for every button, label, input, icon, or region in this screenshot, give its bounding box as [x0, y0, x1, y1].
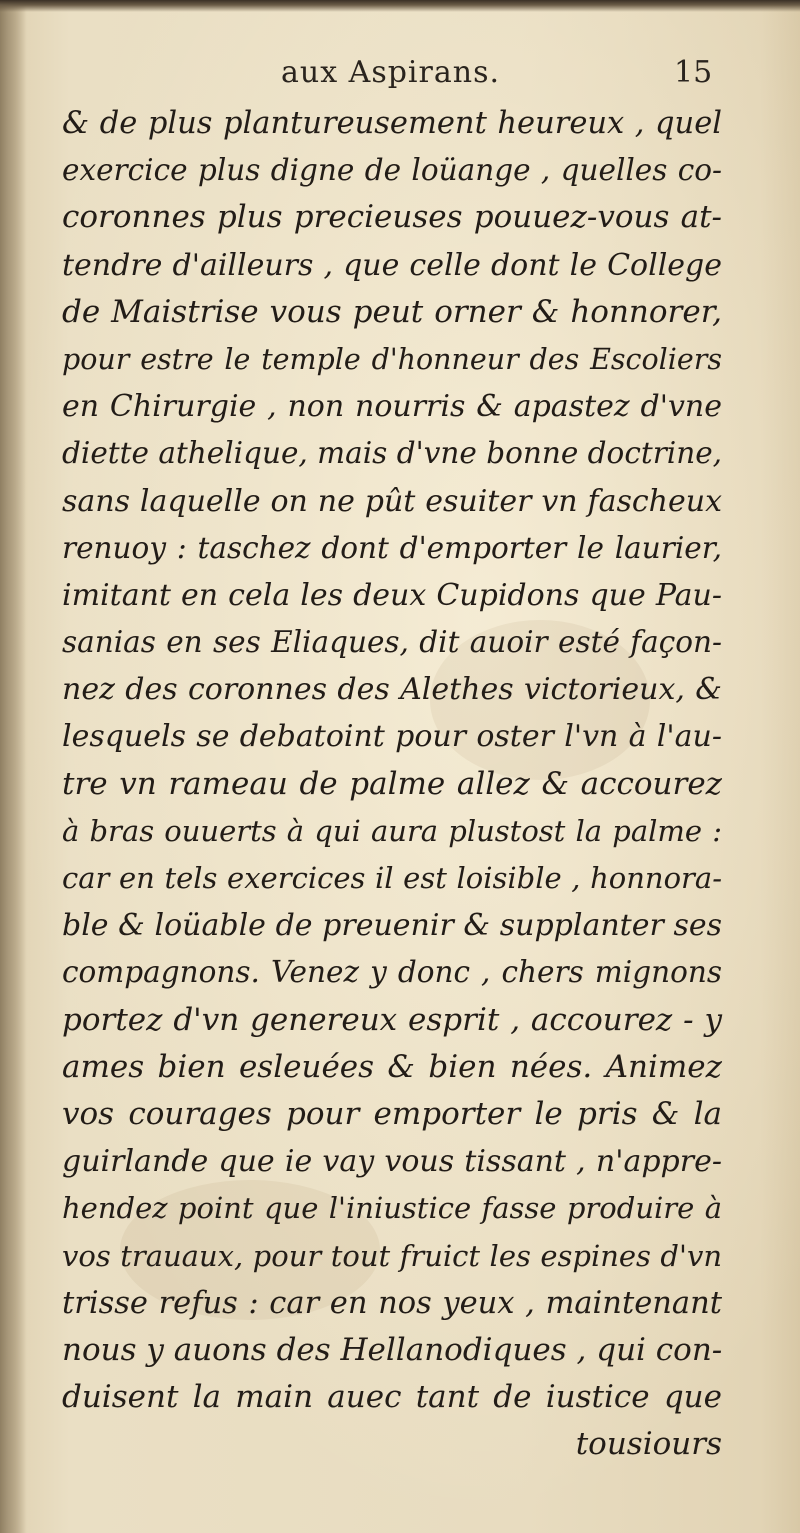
text-line: car en tels exercices il est loisible , honnora-: [62, 861, 722, 895]
text-line: pour estre le temple d'honneur des Escoliers: [62, 342, 722, 376]
text-line: ames bien esleuées & bien nées. Animez: [62, 1048, 722, 1085]
text-line: renuoy : taschez dont d'emporter le laurier,: [62, 530, 722, 565]
text-line: vos trauaux, pour tout fruict les espines d'vn: [62, 1238, 722, 1273]
text-line: lesquels se debatoint pour oster l'vn à l'au-: [62, 719, 722, 755]
body-text: [62, 100, 722, 1468]
text-line: & de plus plantureusement heureux , quel: [62, 106, 722, 141]
text-line: imitant en cela les deux Cupidons que Pau-: [62, 577, 722, 613]
text-line: en Chirurgie , non nourris & apastez d'vne: [62, 389, 722, 425]
catchword: tousiours: [575, 1426, 722, 1463]
page-top-edge: [0, 0, 800, 12]
text-line: nous y auons des Hellanodiques , qui con-: [62, 1331, 723, 1368]
text-line: nez des coronnes des Alethes victorieux, &: [62, 672, 722, 708]
running-head: [0, 55, 800, 105]
text-line: tre vn rameau de palme allez & accourez: [62, 765, 722, 802]
page-number: 15: [674, 55, 713, 90]
text-line: compagnons. Venez y donc , chers mignons: [62, 955, 722, 990]
text-line: à bras ouuerts à qui aura plustost la palme :: [62, 813, 722, 848]
text-line: de Maistrise vous peut orner & honnorer,: [62, 293, 722, 330]
text-line: sans laquelle on ne pût esuiter vn fascheux: [62, 483, 722, 519]
text-line: coronnes plus precieuses pouuez-vous at-: [62, 199, 722, 236]
text-line: exercice plus digne de loüange , quelles co-: [62, 153, 722, 188]
page-gutter-shadow: [0, 0, 26, 1533]
text-line: tendre d'ailleurs , que celle dont le College: [62, 247, 722, 283]
text-line: portez d'vn genereux esprit , accourez - y: [62, 1001, 722, 1038]
running-title: aux Aspirans.: [281, 55, 501, 90]
text-line: sanias en ses Eliaques, dit auoir esté façon-: [62, 625, 722, 660]
text-line: trisse refus : car en nos yeux , maintenant: [62, 1285, 722, 1321]
text-line: vos courages pour emporter le pris & la: [62, 1095, 722, 1132]
text-line: diette athelique, mais d'vne bonne doctrine,: [62, 436, 723, 471]
text-line: hendez point que l'iniustice fasse produire à: [62, 1191, 722, 1226]
text-line: ble & loüable de preuenir & supplanter ses: [62, 908, 722, 944]
text-line: guirlande que ie vay vous tissant , n'appre-: [62, 1144, 722, 1180]
text-line: duisent la main auec tant de iustice que: [62, 1379, 722, 1416]
